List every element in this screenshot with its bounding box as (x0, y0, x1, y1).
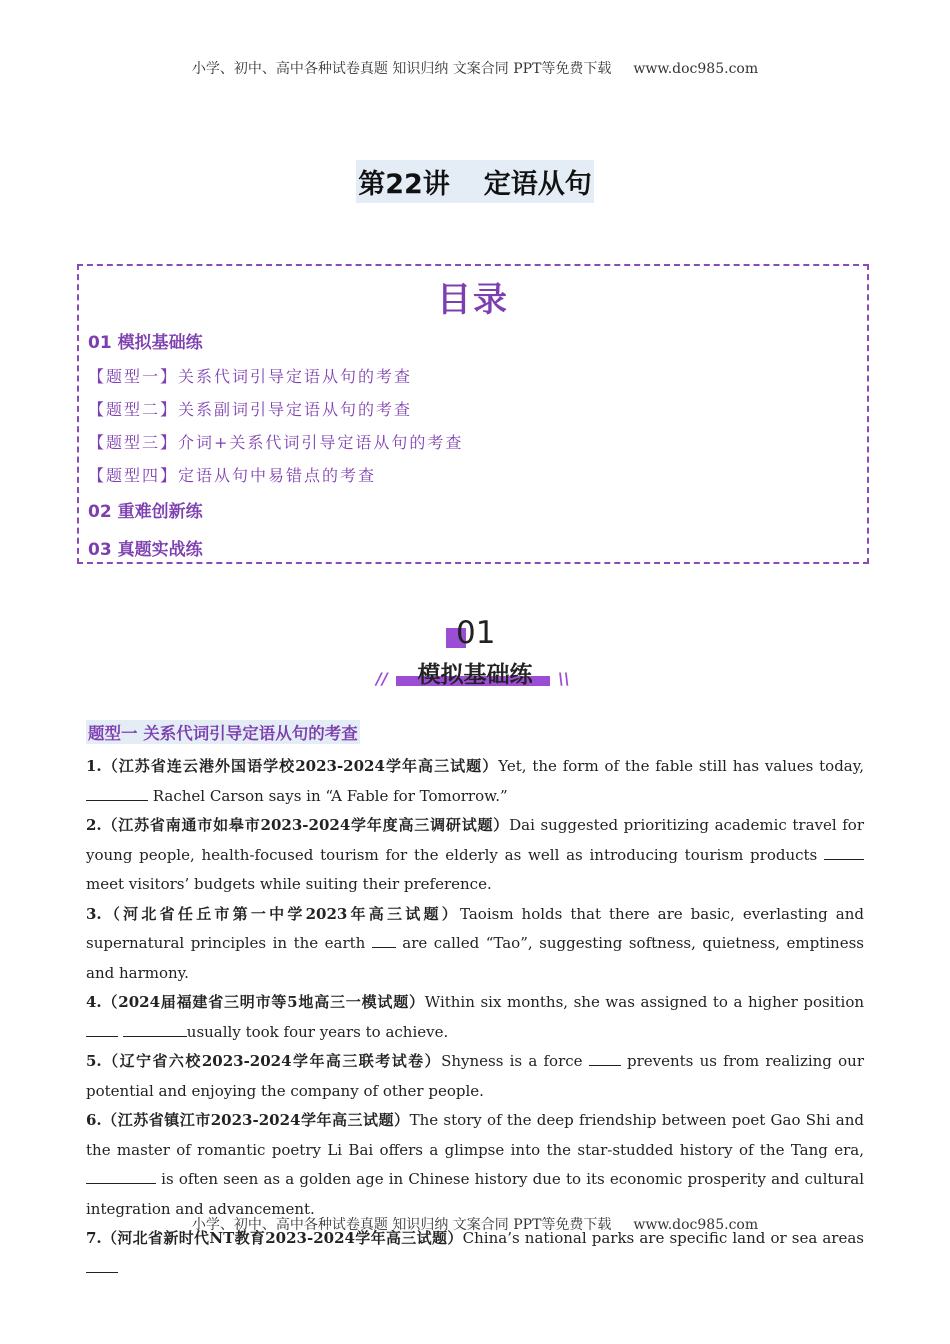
question-item (86, 752, 864, 811)
question-text: usually took four years to achieve. (186, 1022, 449, 1041)
header-text: 小学、初中、高中各种试卷真题 知识归纳 文案合同 PPT等免费下载 (191, 61, 612, 77)
question-source: （河北省任丘市第一中学2023年高三试题） (101, 904, 461, 923)
left-decoration: // (376, 669, 388, 688)
question-number: 3. (86, 904, 102, 923)
question-item (86, 900, 864, 989)
question-number: 2. (86, 816, 102, 834)
question-text: prevents us from realizing our potential and enjoying the company of other people. (86, 1052, 864, 1100)
page-footer (0, 1214, 950, 1234)
answer-blank[interactable] (86, 1022, 118, 1037)
toc-item-section-01[interactable]: 01 模拟基础练 (88, 333, 203, 353)
answer-blank[interactable] (589, 1051, 621, 1066)
table-of-contents (77, 264, 869, 564)
question-text: are called “Tao”, suggesting softness, quietness, emptiness and harmony. (86, 934, 864, 982)
answer-blank[interactable] (824, 845, 864, 860)
question-number: 4. (86, 993, 102, 1011)
question-text: China’s national parks are specific land or sea areas (462, 1229, 864, 1247)
question-source: （江苏省连云港外国语学校2023-2024学年高三试题） (101, 757, 499, 775)
answer-blank[interactable] (372, 933, 396, 948)
question-list (86, 752, 864, 1283)
header-site: www.doc985.com (633, 61, 759, 77)
toc-item-type-2[interactable]: 【题型二】关系副词引导定语从句的考查 (88, 400, 413, 419)
question-item (86, 988, 864, 1047)
toc-item-type-1[interactable]: 【题型一】关系代词引导定语从句的考查 (88, 367, 413, 386)
answer-blank[interactable] (86, 786, 148, 801)
question-text: is often seen as a golden age in Chinese history due to its economic prosperity and cultural integration and advancement. (86, 1170, 864, 1218)
answer-blank[interactable] (86, 1258, 118, 1273)
page-title (356, 160, 594, 203)
question-number: 1. (86, 757, 102, 775)
question-source: （2024届福建省三明市等5地高三一模试题） (101, 993, 425, 1011)
question-type-heading: 题型一 关系代词引导定语从句的考查 (86, 720, 360, 744)
question-source: （江苏省南通市如皋市2023-2024学年度高三调研试题） (101, 816, 510, 834)
title-topic: 定语从句 (483, 169, 592, 200)
answer-blank[interactable] (123, 1022, 187, 1037)
toc-item-type-3[interactable]: 【题型三】介词+关系代词引导定语从句的考查 (88, 433, 464, 452)
question-number: 5. (86, 1052, 102, 1070)
question-item (86, 811, 864, 900)
question-source: （辽宁省六校2023-2024学年高三联考试卷） (101, 1052, 442, 1070)
toc-item-type-4[interactable]: 【题型四】定语从句中易错点的考查 (88, 466, 377, 485)
question-number: 7. (86, 1229, 102, 1247)
question-item (86, 1106, 864, 1224)
answer-blank[interactable] (86, 1169, 156, 1184)
toc-title: 目录 (437, 280, 509, 320)
question-source: （江苏省镇江市2023-2024学年高三试题） (101, 1111, 410, 1129)
question-item (86, 1047, 864, 1106)
page-header (0, 58, 950, 78)
question-text: Within six months, she was assigned to a higher position (424, 993, 865, 1011)
section-emblem (370, 615, 580, 695)
section-number: 01 (456, 615, 496, 651)
toc-item-section-02[interactable]: 02 重难创新练 (88, 502, 203, 522)
question-number: 6. (86, 1111, 102, 1129)
question-source: （河北省新时代NT教育2023-2024学年高三试题） (101, 1229, 463, 1247)
section-name: 模拟基础练 (417, 662, 533, 688)
question-text: Dai suggested prioritizing academic travel for young people, health-focused tourism for the elderly as well as introducing tourism products (86, 816, 864, 864)
title-wrap (0, 160, 950, 203)
question-text: Shyness is a force (441, 1052, 589, 1070)
question-text: meet visitors’ budgets while suiting their preference. (86, 875, 492, 893)
question-text: Rachel Carson says in “A Fable for Tomorrow.” (148, 786, 508, 805)
question-text: Taoism holds that there are basic, everlasting and supernatural principles in the earth (86, 904, 865, 952)
footer-text: 小学、初中、高中各种试卷真题 知识归纳 文案合同 PPT等免费下载 (191, 1217, 612, 1233)
title-lecture: 第22讲 (358, 169, 450, 200)
toc-item-section-03[interactable]: 03 真题实战练 (88, 540, 203, 560)
footer-site: www.doc985.com (633, 1217, 759, 1233)
question-text: The story of the deep friendship between poet Gao Shi and the master of romantic poetry Li Bai offers a glimpse into the star-studded history of the Tang era, (86, 1111, 864, 1159)
question-text: Yet, the form of the fable still has values today, (498, 757, 864, 775)
right-decoration: \\ (558, 669, 570, 688)
